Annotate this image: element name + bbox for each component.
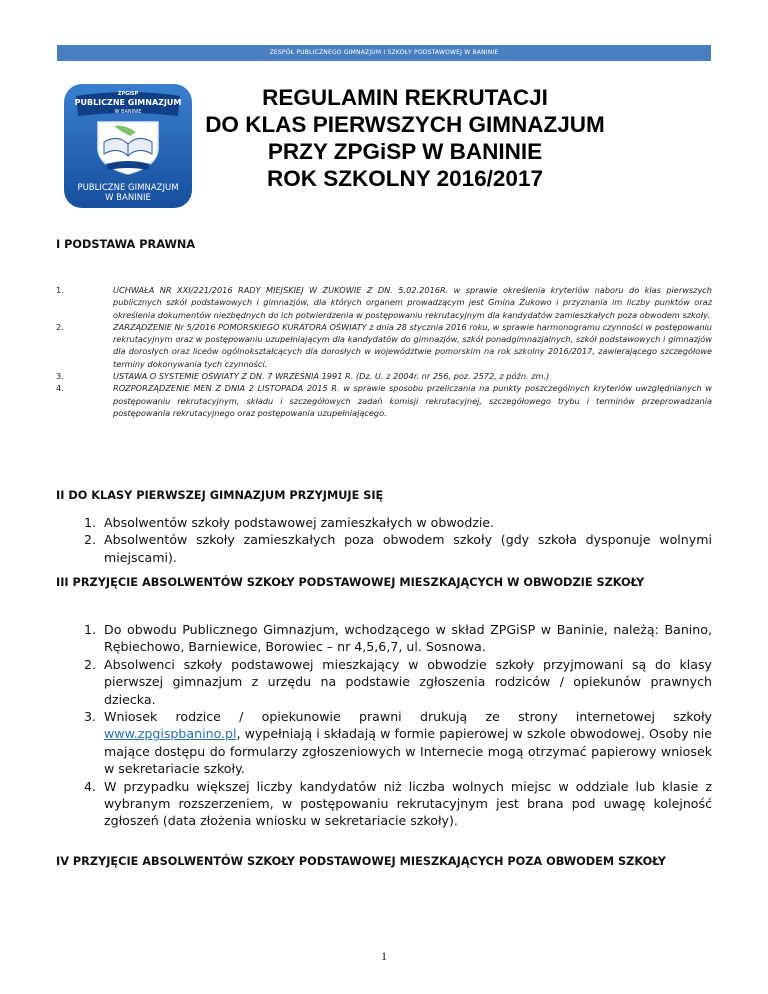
section-2-heading: II DO KLASY PIERWSZEJ GIMNAZJUM PRZYJMUJE SIĘ bbox=[56, 489, 384, 502]
logo-top-sub: W BANINIE bbox=[114, 109, 142, 115]
list-item: 3. Wniosek rodzice / opiekunowie prawni drukują ze strony internetowej szkoły www.zpgispbanino.pl, wypełniają i składają w formie papierowej w szkole obwodowej. Osoby nie mające dostępu do formularzy zgłoszeniowych w Internecie mogą otrzymać papierowy wniosek w sekretariacie szkoły. bbox=[84, 709, 712, 777]
in-district-list bbox=[56, 621, 712, 830]
school-logo bbox=[62, 82, 194, 210]
school-website-link[interactable]: www.zpgispbanino.pl bbox=[104, 726, 237, 742]
title-line-2: DO KLAS PIERWSZYCH GIMNAZJUM bbox=[205, 112, 605, 137]
admission-list bbox=[56, 514, 712, 566]
list-item: 2. Absolwentów szkoły zamieszkałych poza obwodem szkoły (gdy szkoła dysponuje wolnymi miejscami). bbox=[84, 532, 712, 565]
list-item: 2. Absolwenci szkoły podstawowej mieszkający w obwodzie szkoły przyjmowani są do klasy pierwszej gimnazjum z urzędu na podstawie zgłoszenia rodziców / opiekunów prawnych dziecka. bbox=[84, 656, 712, 707]
list-item: 2. ZARZĄDZENIE Nr 5/2016 POMORSKIEGO KURATORA OŚWIATY z dnia 28 stycznia 2016 roku, w sprawie harmonogramu czynności w postępowaniu rekrutacyjnym oraz w postępowaniu uzupełniającym dla kandydatów do gimnazjów, szkół ponadgimnazjalnych, szkół podstawowych i gimnazjów dla dorosłych oraz liceów ogólnokształcących dla dorosłych w województwie pomorskim na rok szkolny 2016/2017, zawierającego szczegółowe terminy dokonywania tych czynności. bbox=[56, 321, 712, 369]
logo-bottom-line1: PUBLICZNE GIMNAZJUM bbox=[77, 183, 179, 193]
logo-top-small: ZPGiSP bbox=[117, 91, 139, 97]
logo-top-label: PUBLICZNE GIMNAZJUM bbox=[74, 98, 182, 107]
list-item: 1. UCHWAŁA NR XXI/221/2016 RADY MIEJSKIEJ W ŻUKOWIE Z DN. 5.02.2016R. w sprawie określenia kryteriów naboru do klas pierwszych publicznych szkół podstawowych i gimnazjów, dla których organem prowadzącym jest Gmina Żukowo i przyznania im liczby punktów oraz określenia dokumentów niezbędnych do ich potwierdzenia w postępowaniu rekrutacyjnym dla kandydatów zamieszkałych poza obwodem szkoły. bbox=[56, 285, 712, 320]
section-4-heading: IV PRZYJĘCIE ABSOLWENTÓW SZKOŁY PODSTAWOWEJ MIESZKAJĄCYCH POZA OBWODEM SZKOŁY bbox=[56, 855, 666, 868]
document-header-banner: ZESPÓŁ PUBLICZNEGO GIMNAZJUM I SZKOŁY PODSTAWOWEJ W BANINIE bbox=[57, 45, 711, 61]
document-title bbox=[205, 84, 605, 192]
page-number: 1 bbox=[381, 949, 387, 963]
logo-bottom-line2: W BANINIE bbox=[105, 193, 151, 203]
list-item: 4. ROZPORZĄDZENIE MEN Z DNIA 2 LISTOPADA 2015 R. w sprawie sposobu przeliczania na punkty poszczególnych kryteriów uwzględnianych w postępowaniu rekrutacyjnym, składu i szczegółowych zadań komisji rekrutacyjnej, szczegółowego trybu i terminów przeprowadzania postępowania rekrutacyjnego oraz postępowania uzupełniającego. bbox=[56, 383, 712, 418]
legal-basis-list bbox=[56, 284, 712, 419]
title-line-3: PRZY ZPGiSP W BANINIE bbox=[267, 139, 543, 164]
list-item: 1. Do obwodu Publicznego Gimnazjum, wchodzącego w skład ZPGiSP w Baninie, należą: Banino, Rębiechowo, Barniewice, Borowiec – nr 4,5,6,7, ul. Sosnowa. bbox=[84, 622, 712, 655]
section-1-heading: I PODSTAWA PRAWNA bbox=[56, 238, 196, 251]
list-item: 1. Absolwentów szkoły podstawowej zamieszkałych w obwodzie. bbox=[84, 515, 495, 530]
list-item: 3. USTAWA O SYSTEMIE OŚWIATY Z DN. 7 WRZEŚNIA 1991 R. (Dz. U. z 2004r. nr 256, poz. 2572, z późn. zm.) bbox=[56, 371, 550, 382]
section-3-heading: III PRZYJĘCIE ABSOLWENTÓW SZKOŁY PODSTAWOWEJ MIESZKAJĄCYCH W OBWODZIE SZKOŁY bbox=[56, 576, 645, 589]
title-line-1: REGULAMIN REKRUTACJI bbox=[262, 85, 548, 110]
list-item: 4. W przypadku większej liczby kandydatów niż liczba wolnych miejsc w oddziale lub klasie z wybranym rozszerzeniem, w postępowaniu rekrutacyjnym jest brana pod uwagę kolejność zgłoszeń (data złożenia wniosku w sekretariacie szkoły). bbox=[84, 778, 712, 829]
title-line-4: ROK SZKOLNY 2016/2017 bbox=[267, 166, 543, 191]
